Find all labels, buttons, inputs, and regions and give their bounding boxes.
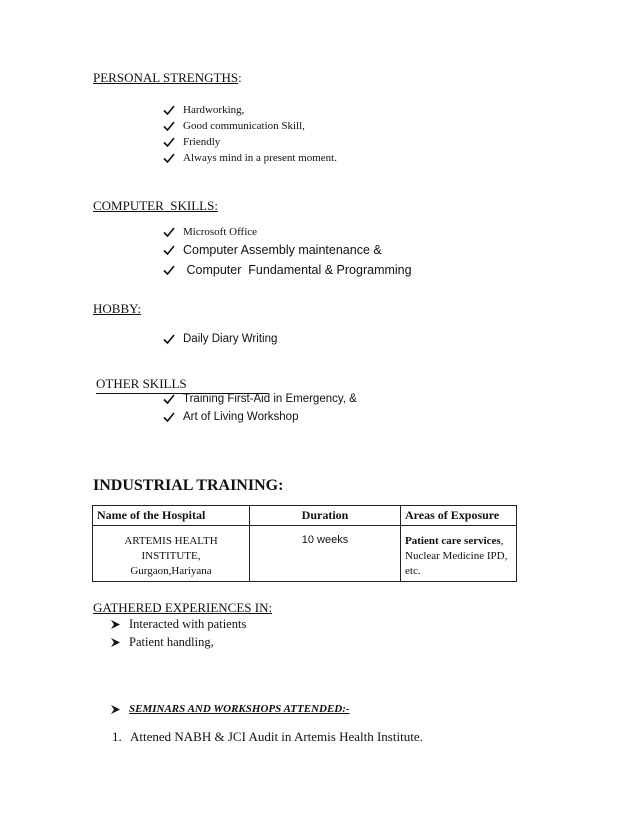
list-item: Hardworking, bbox=[163, 102, 337, 118]
personal-strengths-list bbox=[163, 102, 337, 166]
list-item: Computer Fundamental & Programming bbox=[163, 260, 412, 280]
checkmark-icon bbox=[163, 264, 175, 276]
list-item: Always mind in a present moment. bbox=[163, 150, 337, 166]
checkmark-icon bbox=[163, 152, 175, 164]
personal-strengths-section bbox=[93, 69, 242, 87]
personal-strengths-heading: PERSONAL STRENGTHS bbox=[93, 70, 239, 85]
checkmark-icon bbox=[163, 226, 175, 238]
cell-hospital: ARTEMIS HEALTH INSTITUTE, Gurgaon,Hariyana bbox=[93, 526, 250, 582]
training-table bbox=[92, 505, 517, 582]
other-skills-list bbox=[163, 390, 357, 426]
industrial-training-heading: INDUSTRIAL TRAINING: bbox=[93, 477, 284, 494]
seminar-text: Attened NABH & JCI Audit in Artemis Health Institute. bbox=[130, 729, 423, 744]
list-item: Good communication Skill, bbox=[163, 118, 337, 134]
hobby-list bbox=[163, 330, 277, 348]
seminar-item bbox=[112, 729, 423, 745]
checkmark-icon bbox=[163, 244, 175, 256]
computer-skills-heading: COMPUTER SKILLS: bbox=[93, 198, 218, 213]
list-item: Computer Assembly maintenance & bbox=[163, 240, 412, 260]
training-table-wrapper bbox=[92, 505, 517, 582]
list-item: Microsoft Office bbox=[163, 224, 412, 240]
list-item: Daily Diary Writing bbox=[163, 330, 277, 348]
arrow-bullet-icon bbox=[110, 704, 121, 715]
other-skills-heading: OTHER SKILLS bbox=[96, 376, 187, 391]
checkmark-icon bbox=[163, 104, 175, 116]
computer-skills-list bbox=[163, 224, 412, 280]
cell-duration: 10 weeks bbox=[250, 526, 401, 582]
checkmark-icon bbox=[163, 411, 175, 423]
cell-exposure: Patient care services, Nuclear Medicine IPD, etc. bbox=[401, 526, 517, 582]
table-header-row bbox=[93, 506, 517, 526]
checkmark-icon bbox=[163, 393, 175, 405]
column-header-duration: Duration bbox=[250, 506, 401, 526]
arrow-bullet-icon bbox=[110, 637, 121, 648]
list-item: Interacted with patients bbox=[110, 615, 246, 633]
item-number: 1. bbox=[112, 729, 122, 744]
arrow-bullet-icon bbox=[110, 619, 121, 630]
hobby-section bbox=[93, 300, 141, 318]
gathered-experiences-heading: GATHERED EXPERIENCES IN: bbox=[93, 600, 273, 615]
list-item: Training First-Aid in Emergency, & bbox=[163, 390, 357, 408]
checkmark-icon bbox=[163, 120, 175, 132]
checkmark-icon bbox=[163, 136, 175, 148]
column-header-exposure: Areas of Exposure bbox=[401, 506, 517, 526]
list-item: Friendly bbox=[163, 134, 337, 150]
list-item: Art of Living Workshop bbox=[163, 408, 357, 426]
checkmark-icon bbox=[163, 333, 175, 345]
table-row bbox=[93, 526, 517, 582]
heading-colon: : bbox=[238, 70, 242, 85]
computer-skills-section bbox=[93, 197, 218, 215]
list-item: Patient handling, bbox=[110, 633, 246, 651]
hobby-heading: HOBBY: bbox=[93, 301, 141, 316]
seminars-heading: SEMINARS AND WORKSHOPS ATTENDED:- bbox=[129, 703, 350, 715]
column-header-hospital: Name of the Hospital bbox=[93, 506, 250, 526]
seminars-section bbox=[110, 703, 350, 715]
gathered-experiences-list bbox=[110, 615, 246, 651]
